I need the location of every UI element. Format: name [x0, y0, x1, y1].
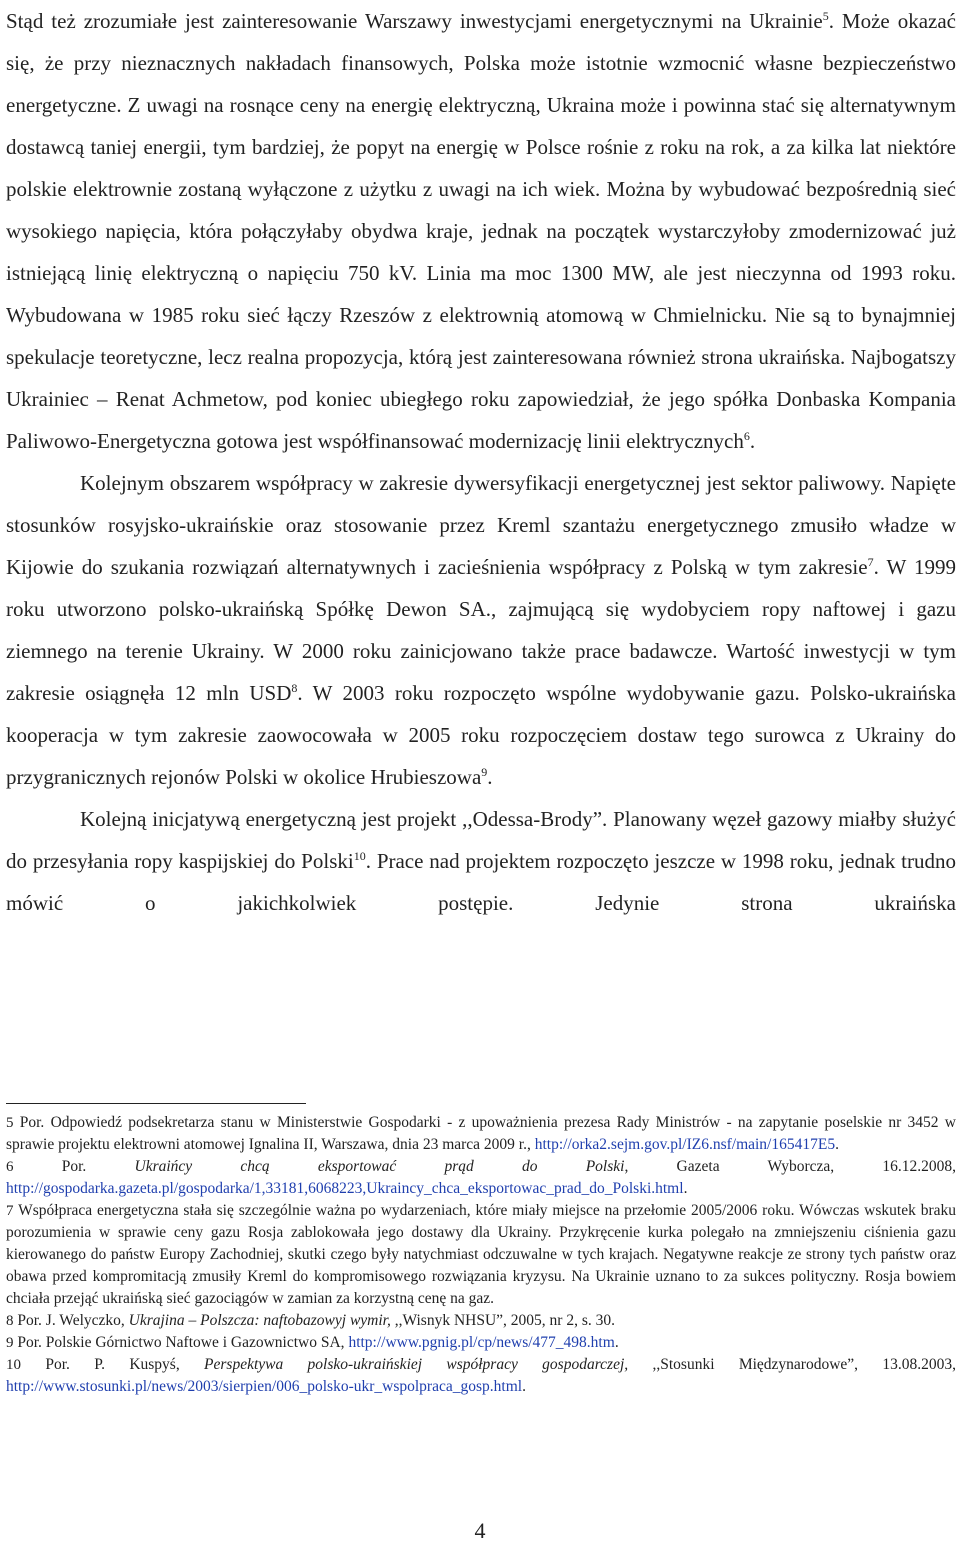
paragraph-1-text-b: . Może okazać się, że przy nieznacznych nakładach finansowych, Polska może istotnie wzmocnić własne bezpieczeństwo energetyczne. Z uwagi na rosnące ceny na energię elektryczną, Ukraina może i powinna stać się alternatywnym dostawcą taniej energii, tym bardziej, że popyt na energię w Polsce rośnie z roku na rok, a za kilka lat niektóre polskie elektrownie zostaną wyłączone z użytku z uwagi na ich wiek. Można by wybudować bezpośrednią sieć wysokiego napięcia, która połączyłaby obydwa kraje, jednak na początek wystarczyłoby zmodernizować już istniejącą linię elektryczną o napięciu 750 kV. Linia ma moc 1300 MW, ale jest nieczynna od 1993 roku. Wybudowana w 1985 roku sieć łączy Rzeszów z elektrownią atomową w Chmielnicku. Nie są to bynajmniej spekulacje teoretyczne, lecz realna propozycja, którą jest zainteresowana również strona ukraińska. Najbogatszy Ukrainiec – Renat Achmetow, pod koniec ubiegłego roku zapowiedział, że jego spółka Donbaska Kompania Paliwowo-Energetyczna gotowa jest współfinansować modernizację linii elektrycznych [6, 9, 956, 453]
footnote-8 [6, 1310, 956, 1332]
footnotes [6, 1112, 956, 1398]
paragraph-3-text-a: Kolejną inicjatywą energetyczną jest projekt ,,Odessa-Brody”. Planowany węzeł gazowy miałby służyć do przesyłania ropy kaspijskiej do Polski [6, 807, 956, 873]
paragraph-2 [6, 462, 956, 798]
page-number: 4 [474, 1518, 486, 1543]
footnote-link[interactable]: http://www.stosunki.pl/news/2003/sierpien/006_polsko-ukr_wspolpraca_gosp.html [6, 1378, 523, 1395]
footnote-text: Por. P. Kuspyś, [21, 1356, 205, 1373]
body-text [6, 0, 956, 924]
footnote-number: 8 [6, 1313, 14, 1329]
footnote-title: Ukrajina – Polszcza: naftobazowyj wymir, [128, 1312, 391, 1329]
footnote-ref-9[interactable]: 9 [481, 765, 488, 779]
paragraph-2-text-b: . W 1999 roku utworzono polsko-ukraińską Spółkę Dewon SA., zajmującą się wydobyciem ropy naftowej i gazu ziemnego na terenie Ukrainy. W 2000 roku zainicjowano także prace badawcze. Wartość inwestycji w tym zakresie osiągnęła 12 mln USD [6, 555, 956, 705]
footnote-6 [6, 1156, 956, 1200]
footnote-number: 9 [6, 1335, 14, 1351]
paragraph-1-text-c: . [749, 429, 756, 453]
footnote-title: Ukraińcy chcą eksportować prąd do Polski [134, 1158, 625, 1175]
footnote-punct: . [522, 1378, 526, 1395]
footnote-text: ,,Stosunki Międzynarodowe”, 13.08.2003, [628, 1356, 956, 1373]
footnote-link[interactable]: http://gospodarka.gazeta.pl/gospodarka/1,33181,6068223,Ukraincy_chca_eksportowac_prad_do_Polski.html [6, 1180, 684, 1197]
paragraph-3-text-b: . Prace nad projektem rozpoczęto jeszcze w 1998 roku, jednak trudno mówić o jakichkolwiek postępie. Jedynie strona ukraińska [6, 849, 956, 915]
footnote-ref-10[interactable]: 10 [353, 849, 366, 863]
footnote-title: Perspektywa polsko-ukraińskiej współpracy gospodarczej, [204, 1356, 629, 1373]
footnote-punct: . [683, 1180, 688, 1197]
paragraph-1 [6, 0, 956, 462]
footnote-punct: . [835, 1136, 839, 1153]
paragraph-2-text-a: Kolejnym obszarem współpracy w zakresie dywersyfikacji energetycznej jest sektor paliwowy. Napięte stosunków rosyjsko-ukraińskie oraz stosowanie przez Kreml szantażu energetycznego zmusiło władze w Kijowie do szukania rozwiązań alternatywnych i zacieśnienia współpracy z Polską w tym zakresie [6, 471, 956, 579]
footnote-5 [6, 1112, 956, 1156]
footnote-ref-8[interactable]: 8 [291, 681, 298, 695]
paragraph-2-text-d: . [487, 765, 493, 789]
footnote-text: Por. Polskie Górnictwo Naftowe i Gazownictwo SA, [13, 1334, 349, 1351]
paragraph-1-text-a: Stąd też zrozumiałe jest zainteresowanie Warszawy inwestycjami energetycznymi na Ukrainie [6, 9, 823, 33]
footnote-number: 7 [6, 1203, 14, 1219]
footnote-text: , Gazeta Wyborcza, 16.12.2008, [624, 1158, 956, 1175]
footnote-text: ,,Wisnyk NHSU”, 2005, nr 2, s. 30. [390, 1312, 615, 1329]
footnote-number: 10 [6, 1357, 21, 1373]
footnote-text: Por. J. Welyczko, [13, 1312, 129, 1329]
footnote-number: 6 [6, 1159, 14, 1175]
footnote-9 [6, 1332, 956, 1354]
footnote-ref-5[interactable]: 5 [822, 9, 829, 23]
footnote-text: Por. Odpowiedź podsekretarza stanu w Ministerstwie Gospodarki - z upoważnienia prezesa Rady Ministrów - na zapytanie poselskie nr 3452 w sprawie projektu elektrowni atomowej Ignalina II, Warszawa, dnia 23 marca 2009 r., [6, 1114, 956, 1153]
footnote-link[interactable]: http://www.pgnig.pl/cp/news/477_498.htm [348, 1334, 615, 1351]
footnote-ref-6[interactable]: 6 [743, 429, 750, 443]
footnote-text: Współpraca energetyczna stała się szczególnie ważna po wydarzeniach, które miały miejsce na przełomie 2005/2006 roku. Wówczas wskutek braku porozumienia w sprawie ceny gazu Rosja zablokowała jego dostawy dla Ukrainy. Przykręcenie kurka polegało na zmniejszeniu ciśnienia gazu kierowanego do państw Europy Zachodniej, skutki czego były natychmiast odczuwalne w tych krajach. Negatywne reakcje ze strony tych państw oraz obawa przed kompromitacją zmusiły Kreml do kompromisowego rozwiązania kryzysu. Na Ukrainie uznano to za sukces polityczny. Rosja bowiem chciała przejąć ukraińską sieć gazociągów w zamian za korzystną cenę na gaz. [6, 1202, 956, 1307]
paragraph-2-text-c: . W 2003 roku rozpoczęto wspólne wydobywanie gazu. Polsko-ukraińska kooperacja w tym zakresie zaowocowała w 2005 roku rozpoczęciem dostaw tego surowca z Ukrainy do przygranicznych rejonów Polski w okolice Hrubieszowa [6, 681, 956, 789]
footnote-punct: . [614, 1334, 619, 1351]
footnote-link[interactable]: http://orka2.sejm.gov.pl/IZ6.nsf/main/165417E5 [534, 1136, 836, 1153]
footnote-10 [6, 1354, 956, 1398]
footnote-separator [6, 1103, 306, 1104]
footnote-text: Por. [13, 1158, 135, 1175]
footnote-ref-7[interactable]: 7 [867, 555, 874, 569]
paragraph-3 [6, 798, 956, 924]
footnote-number: 5 [6, 1115, 14, 1131]
footnote-7 [6, 1200, 956, 1310]
